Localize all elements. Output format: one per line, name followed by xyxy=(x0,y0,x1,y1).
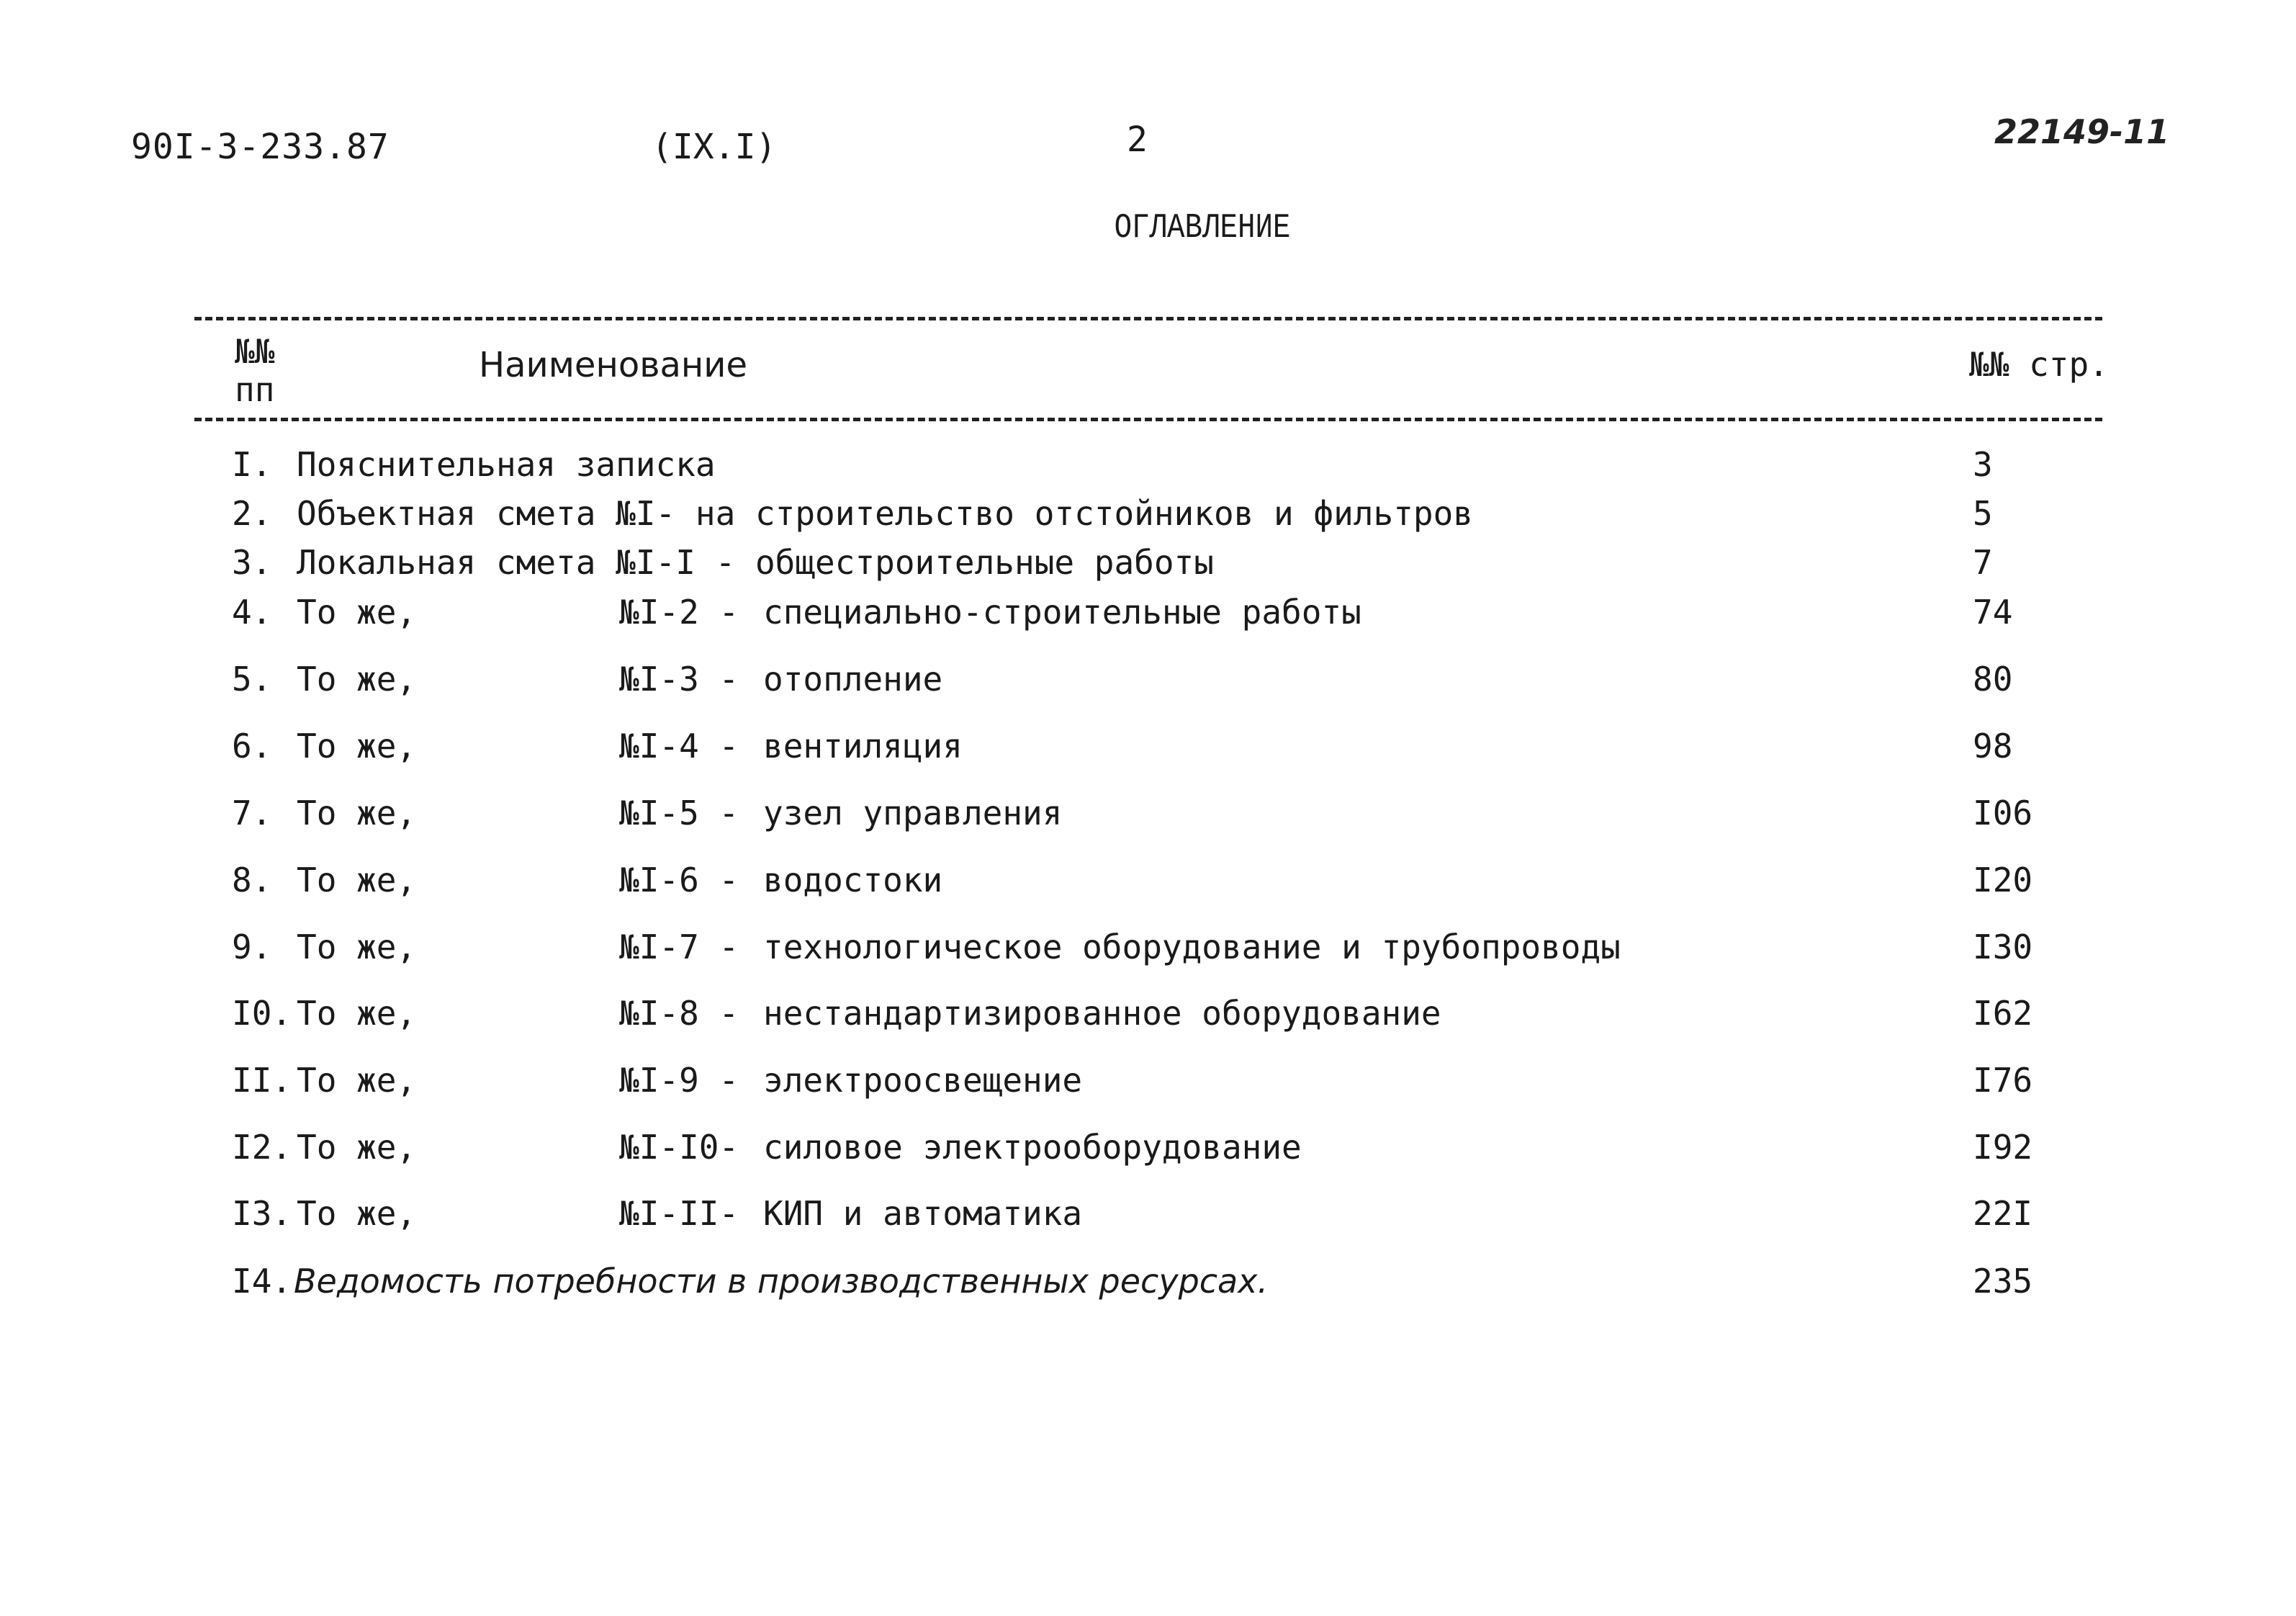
toc-row xyxy=(0,1188,2296,1239)
toc-row-title: То же, xyxy=(297,794,417,832)
toc-row-description: узел управления xyxy=(763,794,1063,832)
column-header-number: №№ пп xyxy=(235,332,275,409)
toc-row-description: силовое электрооборудование xyxy=(763,1128,1302,1167)
toc-row-page: I92 xyxy=(1973,1128,2033,1167)
toc-row-estimate-ref: №I-7 - xyxy=(619,928,739,966)
toc-row-page: 7 xyxy=(1973,543,1993,582)
toc-row-page: 22I xyxy=(1973,1194,2033,1233)
toc-row xyxy=(0,788,2296,838)
dashed-rule-top xyxy=(194,317,2102,320)
toc-row-page: I06 xyxy=(1973,794,2033,832)
toc-row-number: 2. xyxy=(232,494,272,533)
toc-row-description: отопление xyxy=(763,660,943,699)
toc-row xyxy=(0,922,2296,972)
toc-row-page: 235 xyxy=(1973,1262,2033,1301)
toc-row-description: вентиляция xyxy=(763,727,963,766)
toc-row-number: I. xyxy=(232,445,272,484)
toc-row-description: водостоки xyxy=(763,861,943,899)
toc-row-title: Объектная смета №I- на строительство отстойников и фильтров xyxy=(297,494,1473,533)
toc-row-page: 74 xyxy=(1973,593,2013,632)
toc-row-number: I2. xyxy=(232,1128,292,1167)
toc-title: ОГЛАВЛЕНИЕ xyxy=(1114,209,1291,248)
toc-row-estimate-ref: №I-6 - xyxy=(619,861,739,899)
toc-row xyxy=(0,488,2296,539)
document-number: 90I-3-233.87 xyxy=(131,127,390,167)
column-header-page: №№ стр. xyxy=(1969,345,2109,384)
toc-row-title: Локальная смета №I-I - общестроительные работы xyxy=(297,543,1214,582)
toc-row-estimate-ref: №I-I0- xyxy=(619,1128,739,1167)
toc-row-description: технологическое оборудование и трубопроводы xyxy=(763,928,1621,966)
toc-row-number: II. xyxy=(232,1061,292,1100)
toc-row-number: I3. xyxy=(232,1194,292,1233)
toc-row xyxy=(0,721,2296,771)
toc-row-estimate-ref: №I-II- xyxy=(619,1194,739,1233)
toc-row-description: нестандартизированное оборудование xyxy=(763,994,1441,1033)
toc-row-estimate-ref: №I-2 - xyxy=(619,593,739,632)
toc-row-title: Ведомость потребности в производственных ресурсах. xyxy=(294,1262,1269,1301)
toc-row-description: специально-строительные работы xyxy=(763,593,1361,632)
toc-row-description: электроосвещение xyxy=(763,1061,1083,1100)
toc-row-number: 7. xyxy=(232,794,272,832)
toc-row-estimate-ref: №I-8 - xyxy=(619,994,739,1033)
toc-row-title: То же, xyxy=(297,660,417,699)
toc-row-page: 98 xyxy=(1973,727,2013,766)
toc-row-title: То же, xyxy=(297,727,417,766)
toc-row-number: 8. xyxy=(232,861,272,899)
document-section: (IX.I) xyxy=(652,127,777,167)
dashed-rule-header xyxy=(194,418,2102,421)
toc-row-number: I4. xyxy=(232,1262,292,1301)
toc-row-number: 6. xyxy=(232,727,272,766)
toc-row-title: То же, xyxy=(297,928,417,966)
toc-row-estimate-ref: №I-9 - xyxy=(619,1061,739,1100)
toc-row-page: 3 xyxy=(1973,445,1993,484)
toc-row xyxy=(0,439,2296,490)
toc-row-title: То же, xyxy=(297,1194,417,1233)
archive-number: 22149-11 xyxy=(1994,112,2170,151)
toc-row xyxy=(0,988,2296,1038)
toc-row-title: То же, xyxy=(297,1061,417,1100)
toc-row xyxy=(0,1256,2296,1306)
toc-row-estimate-ref: №I-5 - xyxy=(619,794,739,832)
toc-row-page: I30 xyxy=(1973,928,2033,966)
toc-row-page: I76 xyxy=(1973,1061,2033,1100)
toc-row-title: То же, xyxy=(297,593,417,632)
toc-row-estimate-ref: №I-4 - xyxy=(619,727,739,766)
toc-row xyxy=(0,1055,2296,1105)
toc-row-description: КИП и автоматика xyxy=(763,1194,1083,1233)
toc-row xyxy=(0,654,2296,704)
toc-row xyxy=(0,537,2296,588)
toc-row xyxy=(0,855,2296,905)
toc-row-title: То же, xyxy=(297,1128,417,1167)
toc-row-number: 3. xyxy=(232,543,272,582)
toc-row-number: I0. xyxy=(232,994,292,1033)
page-number: 2 xyxy=(1127,120,1148,160)
toc-row-title: Пояснительная записка xyxy=(297,445,716,484)
column-header-name: Наименование xyxy=(479,345,748,385)
toc-row-page: I62 xyxy=(1973,994,2033,1033)
toc-row-estimate-ref: №I-3 - xyxy=(619,660,739,699)
toc-row-number: 4. xyxy=(232,593,272,632)
toc-row-number: 5. xyxy=(232,660,272,699)
toc-row-title: То же, xyxy=(297,861,417,899)
toc-row-title: То же, xyxy=(297,994,417,1033)
toc-row-page: 80 xyxy=(1973,660,2013,699)
toc-row-number: 9. xyxy=(232,928,272,966)
toc-row-page: 5 xyxy=(1973,494,1993,533)
toc-row-page: I20 xyxy=(1973,861,2033,899)
toc-row xyxy=(0,587,2296,637)
toc-row xyxy=(0,1122,2296,1172)
